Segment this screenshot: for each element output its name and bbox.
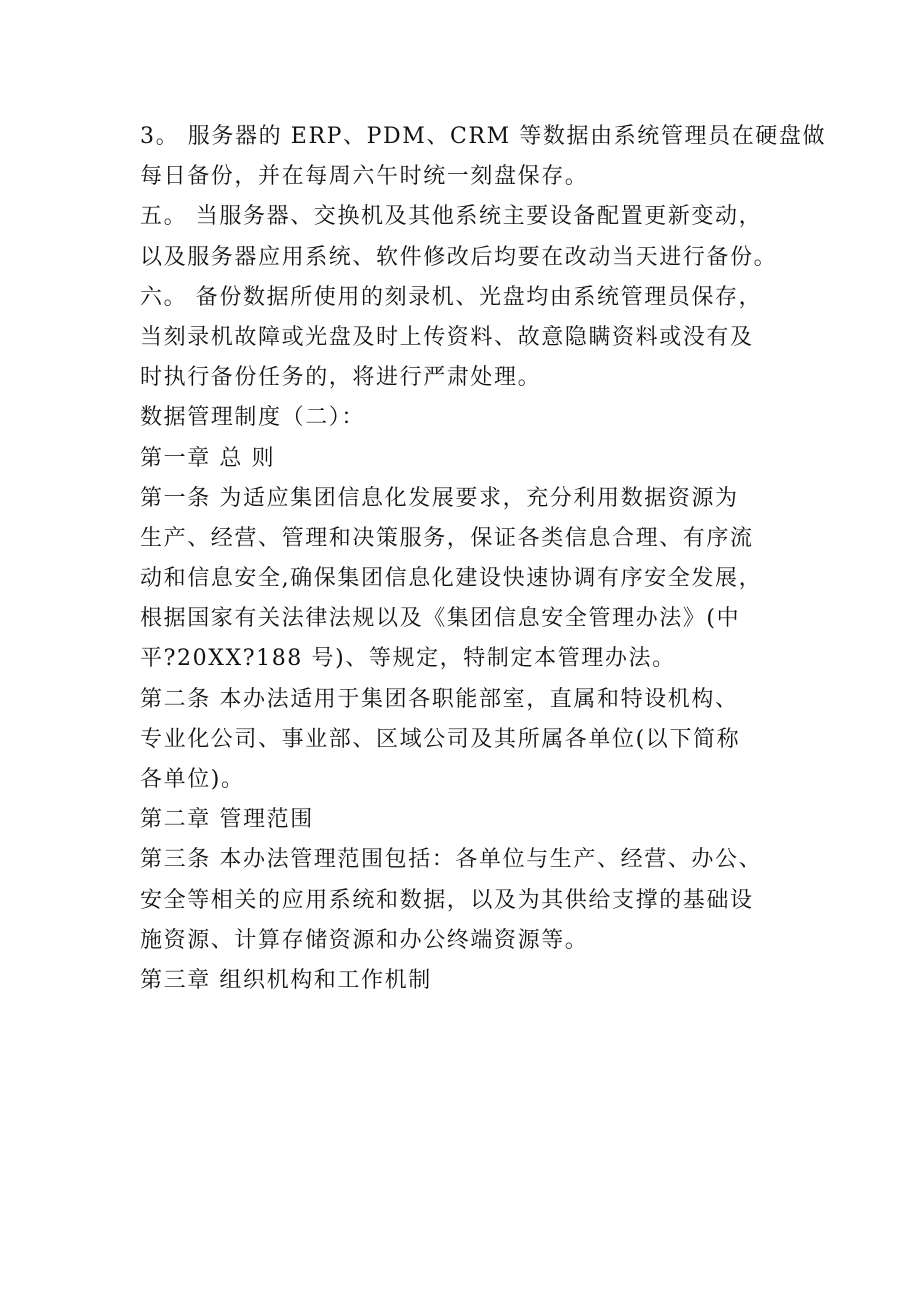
text-line: 专业化公司、事业部、区域公司及其所属各单位(以下简称 [140,726,741,752]
text-line: 第二条 本办法适用于集团各职能部室，直属和特设机构、 [140,686,739,712]
text-line: 六。 备份数据所使用的刻录机、光盘均由系统管理员保存， [140,284,763,310]
text-line: 根据国家有关法律法规以及《集团信息安全管理办法》(中 [140,606,741,632]
text-line: 施资源、计算存储资源和办公终端资源等。 [140,927,589,953]
text-line: 平?20XX?188 号)、等规定，特制定本管理办法。 [140,646,676,672]
chapter-heading: 第一章 总 则 [140,445,276,471]
text-line: 时执行备份任务的，将进行严肃处理。 [140,365,542,391]
document-body [140,117,827,1001]
chapter-heading: 第二章 管理范围 [140,807,314,833]
text-line: 生产、经营、管理和决策服务，保证各类信息合理、有序流 [140,525,754,551]
text-line: 动和信息安全,确保集团信息化建设快速协调有序安全发展， [140,566,763,592]
text-line: 第三条 本办法管理范围包括：各单位与生产、经营、办公、 [140,847,763,873]
text-line: 安全等相关的应用系统和数据，以及为其供给支撑的基础设 [140,887,754,913]
text-line: 每日备份，并在每周六午时统一刻盘保存。 [140,164,589,190]
text-line: 五。 当服务器、交换机及其他系统主要设备配置更新变动， [140,204,763,230]
text-line: 第一条 为适应集团信息化发展要求，充分利用数据资源为 [140,485,739,511]
text-line: 3。 服务器的 ERP、PDM、CRM 等数据由系统管理员在硬盘做 [140,124,827,149]
text-line: 当刻录机故障或光盘及时上传资料、故意隐瞒资料或没有及 [140,324,754,350]
section-heading: 数据管理制度（二）： [140,405,366,431]
chapter-heading: 第三章 组织机构和工作机制 [140,967,432,993]
text-line: 以及服务器应用系统、软件修改后均要在改动当天进行备份。 [140,244,778,270]
text-line: 各单位)。 [140,767,245,792]
